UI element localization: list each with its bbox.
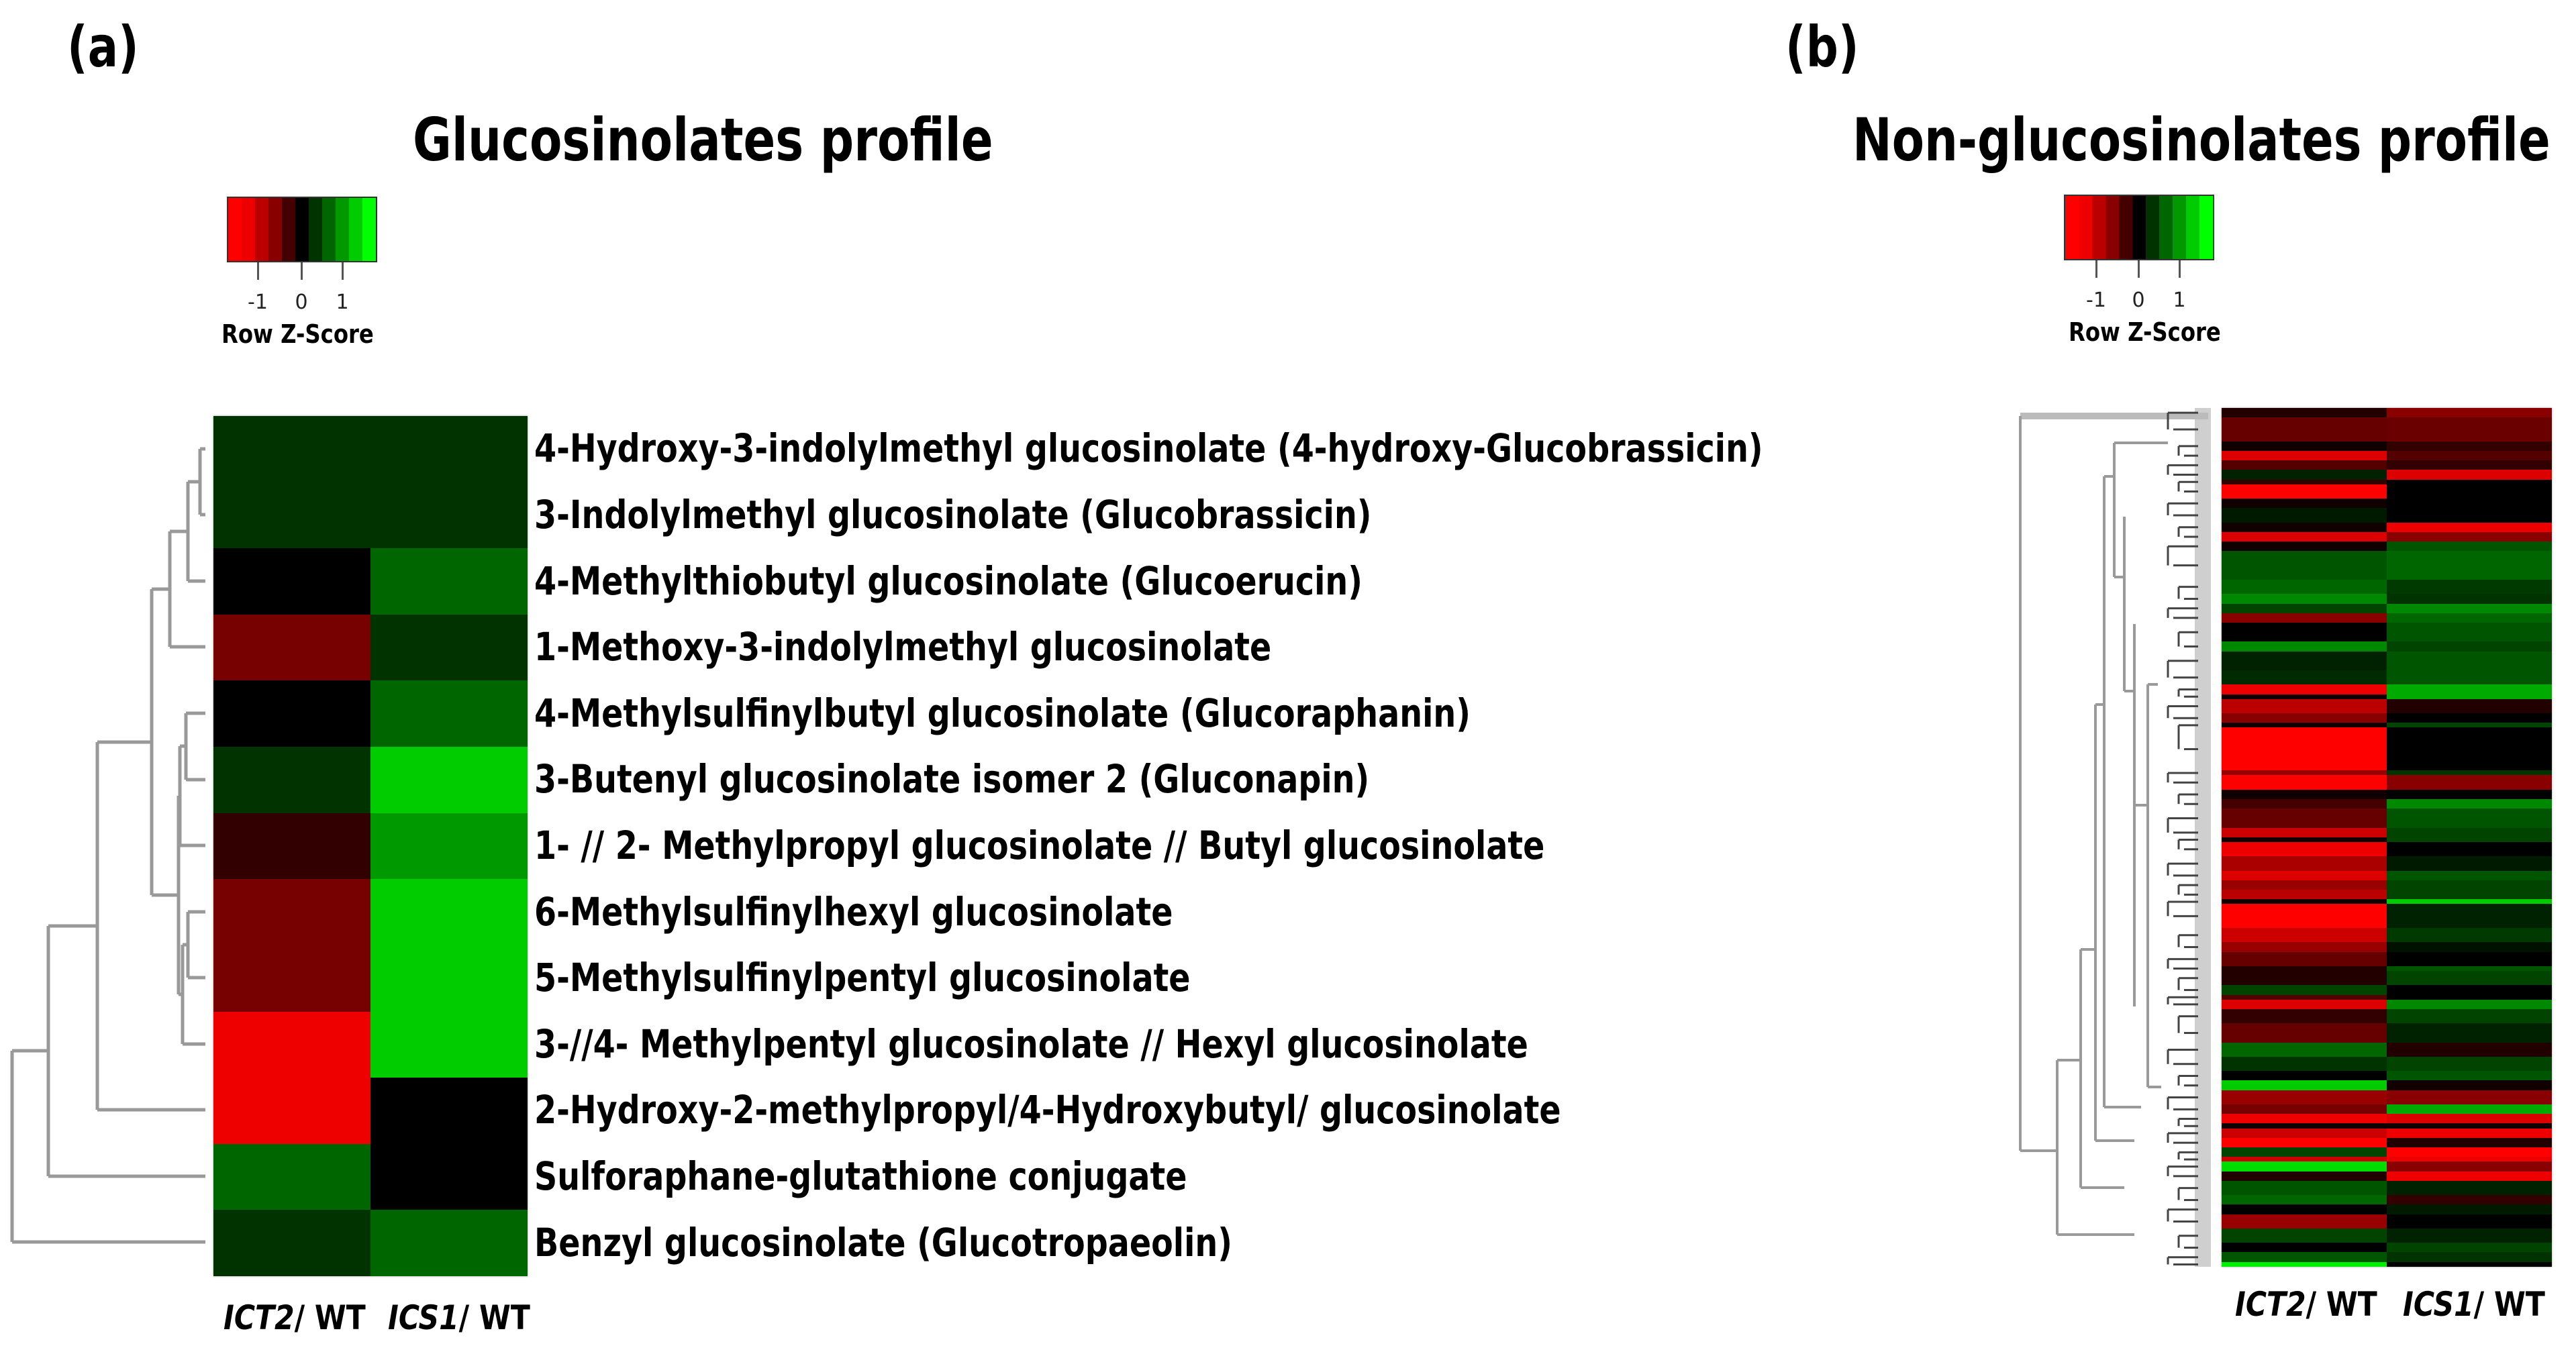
heatmap-stripe: [2222, 1204, 2387, 1214]
heatmap-stripe: [2387, 842, 2552, 856]
column-label-italic: ICS1: [388, 1298, 459, 1337]
color-key-bin: [2146, 196, 2159, 259]
heatmap-stripe: [2387, 699, 2552, 713]
heatmap-stripe: [2387, 1214, 2552, 1229]
legend-title: Row Z-Score: [2069, 317, 2221, 347]
heatmap-stripe: [2387, 1172, 2552, 1181]
heatmap-stripe: [2387, 604, 2552, 613]
heatmap-stripe: [2387, 1057, 2552, 1071]
heatmap-stripe: [2387, 532, 2552, 541]
heatmap-stripe: [2387, 1129, 2552, 1138]
legend-tick: [2138, 260, 2140, 278]
heatmap-stripe: [2222, 837, 2387, 842]
heatmap-stripe: [2387, 684, 2552, 694]
heatmap-stripe: [2387, 670, 2552, 684]
heatmap-stripe: [2387, 1262, 2552, 1267]
heatmap-stripe: [2387, 623, 2552, 641]
heatmap-stripe: [2222, 594, 2387, 603]
heatmap-stripe: [2387, 1104, 2552, 1114]
heatmap-cell: [213, 1012, 370, 1078]
heatmap-stripe: [2222, 532, 2387, 541]
heatmap-stripe: [2222, 723, 2387, 727]
color-key-bin: [2092, 196, 2106, 259]
heatmap-stripe: [2387, 508, 2552, 522]
heatmap-stripe: [2387, 641, 2552, 651]
legend-tick: [2179, 260, 2181, 278]
heatmap-stripe: [2387, 966, 2552, 971]
heatmap-stripe: [2222, 1229, 2387, 1243]
panel-a-row-dendrogram: [0, 403, 215, 1288]
panel-a-letter: (a): [67, 14, 139, 80]
color-key-bin: [2079, 196, 2092, 259]
row-label: 4-Hydroxy-3-indolylmethyl glucosinolate (4-hydroxy-Glucobrassicin): [534, 425, 1763, 472]
heatmap-stripe: [2387, 1009, 2552, 1023]
heatmap-stripe: [2387, 790, 2552, 799]
panel-a-title: Glucosinolates profile: [413, 105, 993, 174]
heatmap-stripe: [2387, 828, 2552, 837]
heatmap-stripe: [2222, 484, 2387, 499]
heatmap-stripe: [2387, 1080, 2552, 1090]
heatmap-stripe: [2222, 985, 2387, 994]
column-label-rest: / WT: [2306, 1285, 2377, 1324]
heatmap-stripe: [2222, 1214, 2387, 1229]
heatmap-stripe: [2222, 904, 2387, 928]
heatmap-stripe: [2387, 1195, 2552, 1204]
color-key-bin: [2186, 196, 2199, 259]
heatmap-stripe: [2222, 1157, 2387, 1161]
heatmap-stripe: [2387, 871, 2552, 880]
heatmap-stripe: [2387, 480, 2552, 484]
heatmap-stripe: [2387, 775, 2552, 789]
heatmap-cell: [213, 1078, 370, 1144]
column-label-italic: ICT2: [2235, 1285, 2306, 1324]
legend-tick-label: 1: [336, 291, 349, 314]
heatmap-cell: [370, 680, 528, 747]
heatmap-cell: [370, 945, 528, 1012]
row-label: 1-Methoxy-3-indolylmethyl glucosinolate: [534, 624, 1272, 670]
heatmap-stripe: [2387, 928, 2552, 942]
heatmap-stripe: [2222, 670, 2387, 684]
heatmap-stripe: [2222, 1071, 2387, 1080]
heatmap-stripe: [2387, 694, 2552, 699]
heatmap-stripe: [2222, 523, 2387, 532]
heatmap-stripe: [2222, 1181, 2387, 1195]
heatmap-stripe: [2387, 1138, 2552, 1147]
heatmap-stripe: [2387, 1114, 2552, 1123]
heatmap-stripe: [2222, 1009, 2387, 1023]
heatmap-stripe: [2222, 580, 2387, 594]
heatmap-stripe: [2222, 1252, 2387, 1261]
heatmap-stripe: [2222, 652, 2387, 670]
heatmap-cell: [213, 615, 370, 681]
color-key-bin: [322, 198, 336, 261]
heatmap-stripe: [2222, 890, 2387, 899]
heatmap-cell: [370, 548, 528, 615]
row-label: 3-Indolylmethyl glucosinolate (Glucobrassicin): [534, 491, 1372, 537]
row-label: 4-Methylsulfinylbutyl glucosinolate (Glucoraphanin): [534, 690, 1471, 736]
heatmap-stripe: [2222, 499, 2387, 508]
column-label-rest: / WT: [458, 1298, 530, 1337]
heatmap-stripe: [2387, 1090, 2552, 1104]
heatmap-stripe: [2387, 470, 2552, 479]
heatmap-stripe: [2222, 952, 2387, 966]
legend-tick: [301, 262, 303, 280]
heatmap-stripe: [2387, 1229, 2552, 1243]
heatmap-stripe: [2387, 1181, 2552, 1195]
heatmap-stripe: [2222, 694, 2387, 699]
heatmap-stripe: [2387, 809, 2552, 827]
color-key-bin: [336, 198, 349, 261]
heatmap-stripe: [2387, 417, 2552, 442]
column-label-italic: ICT2: [224, 1298, 295, 1337]
heatmap-stripe: [2387, 952, 2552, 966]
color-key-bin: [268, 198, 282, 261]
heatmap-stripe: [2387, 1147, 2552, 1157]
panel-b-color-legend: [2064, 195, 2221, 349]
heatmap-stripe: [2387, 551, 2552, 580]
legend-tick-label: 1: [2173, 289, 2186, 312]
row-label: 4-Methylthiobutyl glucosinolate (Glucoerucin): [534, 558, 1363, 604]
color-key-bin: [295, 198, 309, 261]
heatmap-stripe: [2387, 408, 2552, 417]
row-label: Sulforaphane-glutathione conjugate: [534, 1153, 1187, 1200]
color-key-bin: [255, 198, 268, 261]
row-label: 3-//4- Methylpentyl glucosinolate // Hexyl glucosinolate: [534, 1021, 1528, 1067]
color-key-bin: [282, 198, 295, 261]
color-key-bin: [242, 198, 255, 261]
heatmap-stripe: [2387, 837, 2552, 842]
heatmap-stripe: [2387, 942, 2552, 951]
heatmap-stripe: [2387, 1000, 2552, 1009]
heatmap-stripe: [2387, 723, 2552, 727]
heatmap-stripe: [2222, 790, 2387, 799]
heatmap-stripe: [2222, 604, 2387, 613]
heatmap-stripe: [2387, 523, 2552, 532]
legend-tick: [257, 262, 259, 280]
heatmap-stripe: [2222, 1090, 2387, 1104]
panel-b-column-label-ics1: [2403, 1285, 2545, 1324]
legend-tick-label: -1: [248, 291, 268, 314]
heatmap-cell: [213, 548, 370, 615]
heatmap-cell: [213, 482, 370, 549]
legend-tick: [2095, 260, 2097, 278]
heatmap-stripe: [2222, 928, 2387, 942]
panel-b-heatmap: [2222, 408, 2552, 1267]
heatmap-stripe: [2387, 971, 2552, 985]
heatmap-stripe: [2222, 1129, 2387, 1138]
heatmap-cell: [370, 615, 528, 681]
heatmap-stripe: [2387, 1071, 2552, 1080]
heatmap-stripe: [2387, 594, 2552, 603]
heatmap-stripe: [2387, 1161, 2552, 1171]
heatmap-cell: [370, 416, 528, 482]
heatmap-stripe: [2222, 799, 2387, 809]
row-label: Benzyl glucosinolate (Glucotropaeolin): [534, 1219, 1233, 1265]
heatmap-cell: [213, 680, 370, 747]
heatmap-stripe: [2387, 442, 2552, 451]
heatmap-stripe: [2387, 1252, 2552, 1261]
row-label: 2-Hydroxy-2-methylpropyl/4-Hydroxybutyl/ glucosinolate: [534, 1087, 1561, 1133]
heatmap-stripe: [2222, 1161, 2387, 1171]
color-key-bin: [2119, 196, 2132, 259]
heatmap-stripe: [2222, 880, 2387, 890]
heatmap-cell: [213, 879, 370, 945]
heatmap-stripe: [2222, 1104, 2387, 1114]
legend-title: Row Z-Score: [221, 319, 374, 349]
heatmap-stripe: [2222, 828, 2387, 837]
heatmap-stripe: [2222, 1172, 2387, 1181]
legend-tick: [342, 262, 344, 280]
panel-a-heatmap: [213, 416, 528, 1276]
heatmap-stripe: [2222, 623, 2387, 641]
heatmap-stripe: [2387, 460, 2552, 470]
heatmap-stripe: [2222, 1000, 2387, 1009]
legend-tick-label: 0: [295, 291, 308, 314]
color-key-bar: [227, 197, 377, 262]
panel-a-color-legend: [221, 197, 381, 351]
heatmap-cell: [213, 1210, 370, 1276]
heatmap-stripe: [2387, 1023, 2552, 1042]
heatmap-stripe: [2387, 484, 2552, 499]
heatmap-cell: [213, 1144, 370, 1210]
heatmap-stripe: [2222, 775, 2387, 789]
heatmap-stripe: [2387, 1204, 2552, 1214]
heatmap-stripe: [2387, 1043, 2552, 1057]
heatmap-stripe: [2387, 899, 2552, 904]
heatmap-stripe: [2387, 880, 2552, 890]
heatmap-stripe: [2222, 966, 2387, 971]
heatmap-stripe: [2222, 684, 2387, 694]
heatmap-stripe: [2387, 499, 2552, 508]
heatmap-stripe: [2222, 541, 2387, 551]
heatmap-stripe: [2222, 1023, 2387, 1042]
heatmap-stripe: [2387, 856, 2552, 870]
heatmap-stripe: [2222, 451, 2387, 460]
row-label: 1- // 2- Methylpropyl glucosinolate // Butyl glucosinolate: [534, 823, 1545, 868]
heatmap-stripe: [2222, 899, 2387, 904]
row-label: 6-Methylsulfinylhexyl glucosinolate: [534, 888, 1173, 935]
heatmap-stripe: [2222, 1147, 2387, 1157]
color-key-bar: [2064, 195, 2214, 260]
heatmap-stripe: [2387, 451, 2552, 460]
heatmap-cell: [213, 747, 370, 813]
heatmap-stripe: [2387, 541, 2552, 551]
heatmap-stripe: [2222, 770, 2387, 775]
heatmap-stripe: [2387, 985, 2552, 994]
heatmap-stripe: [2222, 871, 2387, 880]
heatmap-cell: [370, 482, 528, 549]
heatmap-stripe: [2222, 727, 2387, 770]
heatmap-cell: [213, 813, 370, 880]
heatmap-column-ics1: [2387, 408, 2552, 1267]
heatmap-stripe: [2222, 442, 2387, 451]
panel-b-letter: (b): [1785, 14, 1859, 80]
color-key-bin: [309, 198, 322, 261]
panel-b-title: Non-glucosinolates profile: [1852, 105, 2550, 174]
heatmap-stripe: [2222, 551, 2387, 580]
heatmap-stripe: [2222, 408, 2387, 417]
heatmap-stripe: [2222, 480, 2387, 484]
heatmap-cell: [370, 1210, 528, 1276]
color-key-bin: [2132, 196, 2146, 259]
heatmap-stripe: [2387, 904, 2552, 928]
heatmap-stripe: [2387, 770, 2552, 775]
heatmap-stripe: [2222, 809, 2387, 827]
heatmap-stripe: [2387, 713, 2552, 723]
heatmap-cell: [370, 879, 528, 945]
heatmap-stripe: [2222, 1138, 2387, 1147]
heatmap-stripe: [2222, 641, 2387, 651]
heatmap-stripe: [2222, 613, 2387, 623]
heatmap-stripe: [2222, 842, 2387, 856]
heatmap-stripe: [2387, 1123, 2552, 1128]
heatmap-stripe: [2222, 460, 2387, 470]
heatmap-stripe: [2222, 1262, 2387, 1267]
panel-b-column-label-ict2: [2235, 1285, 2377, 1324]
heatmap-stripe: [2387, 995, 2552, 1000]
heatmap-stripe: [2222, 470, 2387, 479]
color-key-bin: [362, 198, 376, 261]
heatmap-stripe: [2222, 942, 2387, 951]
heatmap-stripe: [2387, 799, 2552, 809]
heatmap-stripe: [2222, 699, 2387, 713]
heatmap-stripe: [2222, 1080, 2387, 1090]
heatmap-cell: [370, 1012, 528, 1078]
color-key-bin: [2173, 196, 2186, 259]
row-label: 5-Methylsulfinylpentyl glucosinolate: [534, 955, 1191, 1001]
heatmap-column-ict2: [2222, 408, 2387, 1267]
heatmap-cell: [370, 1078, 528, 1144]
legend-tick-label: 0: [2132, 289, 2145, 312]
color-key-bin: [228, 198, 242, 261]
color-key-bin: [349, 198, 362, 261]
panel-b-row-dendrogram: [2007, 403, 2222, 1275]
legend-tick-label: -1: [2086, 289, 2106, 312]
heatmap-stripe: [2387, 580, 2552, 594]
color-key-bin: [2199, 196, 2213, 259]
column-label-rest: / WT: [294, 1298, 366, 1337]
row-label: 3-Butenyl glucosinolate isomer 2 (Gluconapin): [534, 756, 1370, 802]
heatmap-stripe: [2222, 508, 2387, 522]
heatmap-stripe: [2222, 1057, 2387, 1071]
heatmap-stripe: [2222, 1043, 2387, 1057]
heatmap-stripe: [2222, 856, 2387, 870]
heatmap-stripe: [2222, 1195, 2387, 1204]
heatmap-cell: [213, 416, 370, 482]
heatmap-cell: [213, 945, 370, 1012]
heatmap-stripe: [2387, 890, 2552, 899]
color-key-bin: [2159, 196, 2173, 259]
heatmap-stripe: [2222, 1114, 2387, 1123]
column-label-italic: ICS1: [2403, 1285, 2474, 1324]
panel-a-column-label-ics1: [388, 1298, 530, 1337]
color-key-bin: [2065, 196, 2079, 259]
heatmap-stripe: [2387, 727, 2552, 770]
heatmap-stripe: [2387, 1243, 2552, 1252]
color-key-bin: [2106, 196, 2119, 259]
heatmap-stripe: [2222, 1243, 2387, 1252]
heatmap-cell: [370, 747, 528, 813]
heatmap-stripe: [2222, 1123, 2387, 1128]
heatmap-stripe: [2222, 713, 2387, 723]
heatmap-stripe: [2387, 613, 2552, 623]
heatmap-stripe: [2387, 652, 2552, 670]
heatmap-cell: [370, 813, 528, 880]
heatmap-cell: [370, 1144, 528, 1210]
heatmap-stripe: [2387, 1157, 2552, 1161]
heatmap-stripe: [2222, 971, 2387, 985]
column-label-rest: / WT: [2473, 1285, 2545, 1324]
panel-a-column-label-ict2: [224, 1298, 366, 1337]
heatmap-stripe: [2222, 995, 2387, 1000]
heatmap-stripe: [2222, 417, 2387, 442]
